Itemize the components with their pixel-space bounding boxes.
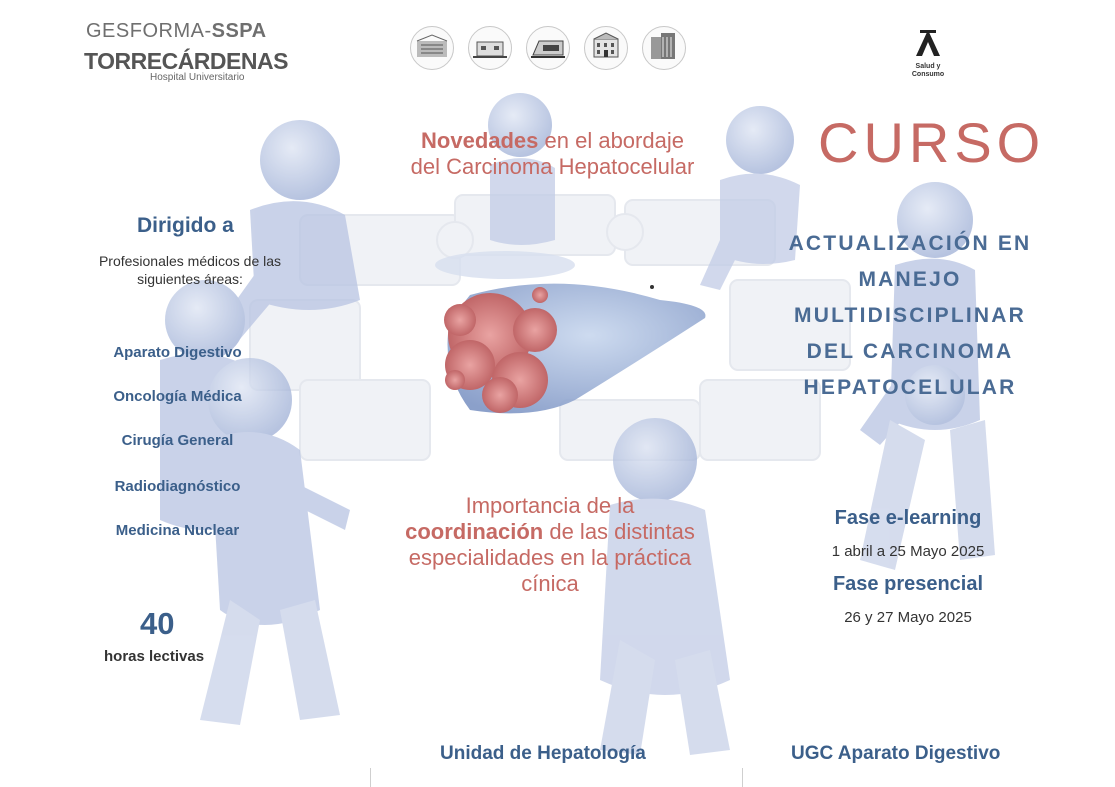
audience-heading: Dirigido a — [137, 214, 234, 237]
course-title-line: ACTUALIZACIÓN EN — [788, 232, 1032, 255]
phase-presencial-name: Fase presencial — [832, 573, 984, 595]
footer-divider — [370, 768, 371, 787]
building-3-icon — [526, 26, 570, 70]
building-2-icon — [468, 26, 512, 70]
footer-ugc: UGC Aparato Digestivo — [791, 743, 1001, 764]
footer-divider — [742, 768, 743, 787]
phase-elearning-name: Fase e-learning — [834, 507, 982, 529]
junta-line1: Salud y — [915, 63, 941, 70]
brand-suffix: SSPA — [211, 20, 267, 42]
novedades-text — [405, 128, 700, 180]
hospital-name: TORRECÁRDENAS — [84, 48, 288, 74]
building-4-icon — [584, 26, 628, 70]
area-item: Medicina Nuclear — [115, 522, 240, 539]
liver-image — [435, 251, 705, 413]
junta-line2: Consumo — [911, 71, 945, 78]
hospital-subtitle: Hospital Universitario — [150, 72, 245, 83]
importancia-rest: de las distintas especialidades en la práctica cínica — [408, 519, 695, 596]
novedades-bold: Novedades — [421, 128, 539, 153]
novedades-rest: en el abordaje del Carcinoma Hepatocelular — [410, 128, 695, 179]
course-title-line: DEL CARCINOMA — [806, 340, 1014, 363]
importancia-bold: coordinación — [405, 519, 544, 544]
area-item: Aparato Digestivo — [113, 344, 242, 361]
phase-presencial-dates: 26 y 27 Mayo 2025 — [844, 609, 972, 626]
junta-logo — [902, 28, 954, 78]
junta-a-icon — [910, 28, 946, 58]
course-label: CURSO — [818, 111, 1046, 174]
brand-prefix: GESFORMA- — [86, 20, 212, 42]
importancia-pre: Importancia de la — [465, 493, 635, 518]
footer-unit: Unidad de Hepatología — [440, 743, 646, 764]
area-item: Oncología Médica — [113, 388, 242, 405]
area-item: Radiodiagnóstico — [114, 478, 241, 495]
hours-label: horas lectivas — [104, 648, 205, 665]
hospital-buildings-row — [410, 26, 690, 70]
audience-description: Profesionales médicos de las siguientes áreas: — [98, 253, 282, 287]
phase-elearning-dates: 1 abril a 25 Mayo 2025 — [831, 543, 985, 560]
importancia-text — [405, 493, 695, 597]
course-title-line: MULTIDISCIPLINAR — [794, 304, 1026, 327]
hours-number: 40 — [140, 606, 175, 641]
building-1-icon — [410, 26, 454, 70]
gesforma-logo — [86, 20, 267, 43]
course-title-line: HEPATOCELULAR — [803, 376, 1017, 399]
area-item: Cirugía General — [121, 432, 234, 449]
course-title-line: MANEJO — [858, 268, 962, 291]
building-5-icon — [642, 26, 686, 70]
course-title — [760, 226, 1060, 406]
